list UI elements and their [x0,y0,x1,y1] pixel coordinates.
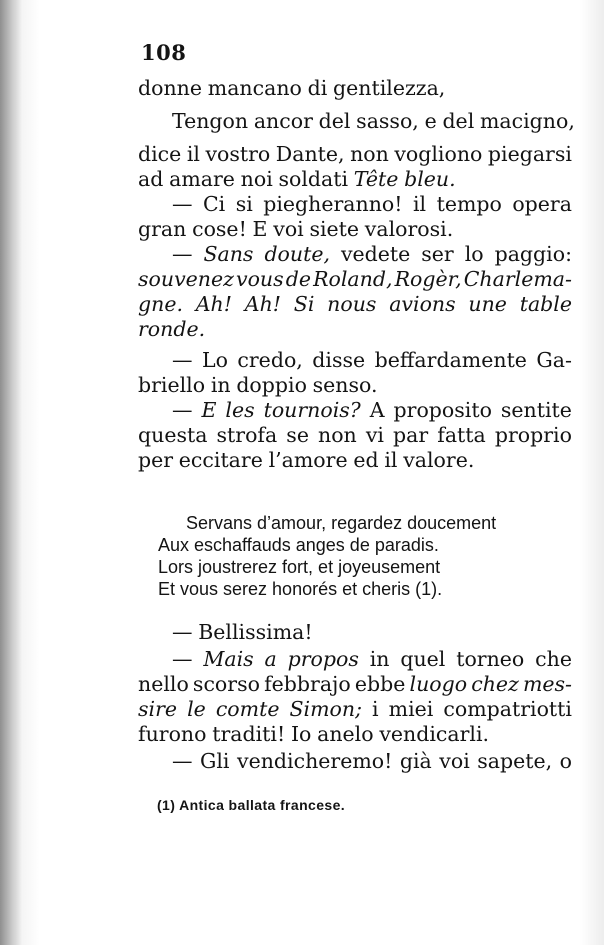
word: opera [512,192,572,216]
word: mes- [522,672,572,696]
word: il [384,448,398,472]
word: bleu. [404,167,456,191]
word: in [369,647,390,671]
word: ronde. [138,317,206,341]
word: de [285,267,311,291]
word: gran [138,217,187,241]
word: luogo [409,672,468,696]
text-block-lower [138,620,572,774]
word: Io [290,722,312,746]
word: che [535,647,572,671]
word: vogliono [394,142,483,166]
word: une [468,292,507,316]
verse-line: Lors joustrerez fort, et joyeusement [158,557,441,577]
word: Charlema- [463,267,572,291]
word: in [210,373,231,397]
word: — [172,398,193,422]
word: vendicarli. [379,722,490,746]
word: Tengon [172,109,249,133]
word: vedete [340,242,411,266]
word: — [172,647,193,671]
word: torneo [456,647,525,671]
word: Ci [202,192,226,216]
word: eccitare [178,448,263,472]
word: Roland, [313,267,393,291]
word: Lo [201,348,228,372]
text-line [138,317,572,342]
word: E [252,217,268,241]
footnote: (1) Antica ballata francese. [157,797,346,813]
word: le [187,697,206,721]
text-line [138,423,572,448]
word: vostro [205,142,271,166]
text-line [138,697,572,722]
word: ancor [253,109,313,133]
word: furono [138,722,207,746]
word: briello [138,373,206,397]
text-line [138,373,572,398]
word: Sans [203,242,254,266]
text-block-upper [138,76,575,473]
word: les [225,398,255,422]
word: Dante, [275,142,345,166]
word: nello [138,672,189,696]
word: siete [309,217,360,241]
word: questa [138,423,208,447]
word: vi [365,423,384,447]
verse-line: Et vous serez honorés et cheris (1). [158,579,443,599]
text-line [138,620,572,645]
word: ebbe [354,672,406,696]
word: anelo [317,722,374,746]
word: gne. [138,292,183,316]
text-line [138,647,572,672]
word: credo, [237,348,303,372]
word: strofa [216,423,278,447]
page-gutter-shadow [0,0,22,945]
word: fatta [437,423,486,447]
word: valore. [403,448,475,472]
verse-line: Aux eschaffauds anges de paradis. [158,535,439,555]
word: vendicheremo! [237,749,393,773]
word: proprio [494,423,572,447]
word: voi [439,749,470,773]
word: souvenez [138,267,234,291]
word: voi [273,217,304,241]
word: del [318,109,351,133]
text-line [138,167,572,192]
word: valorosi. [364,217,454,241]
text-line [138,398,572,423]
word: e [424,109,437,133]
word: ad [138,167,164,191]
word: tempo [436,192,502,216]
word: beffardamente [374,348,527,372]
text-line [138,749,572,774]
word: Mais [203,647,254,671]
word: sentite [500,398,572,422]
word: i [372,697,379,721]
text-line [138,242,572,267]
word: non [318,423,357,447]
word: di [307,76,328,100]
word: gentilezza, [333,76,446,100]
word: compatriotti [443,697,572,721]
word: donne [138,76,203,100]
verse-block [158,512,578,600]
text-line [138,722,572,747]
word: vous [236,267,284,291]
word: del [442,109,475,133]
word: piegheranno! [263,192,403,216]
text-line [138,192,572,217]
text-line [138,142,572,167]
word: — [172,192,193,216]
word: sire [138,697,178,721]
word: paggio: [494,242,572,266]
word: o [559,749,572,773]
word: piegarsi [487,142,572,166]
word: — [172,348,193,372]
word: avions [389,292,456,316]
word: nous [327,292,377,316]
word: par [393,423,429,447]
word: macigno, [479,109,575,133]
word: proposito [393,398,492,422]
word: — [172,242,193,266]
word: l’amore [268,448,348,472]
word: comte [215,697,280,721]
word: per [138,448,174,472]
word: si [235,192,253,216]
word: ser [421,242,454,266]
word: lo [464,242,484,266]
word: scorso [192,672,260,696]
word: doute, [264,242,330,266]
text-line [138,672,572,697]
text-line [138,109,575,134]
word: il [412,192,427,216]
word: table [519,292,572,316]
word: traditi! [212,722,286,746]
page-number: 108 [141,40,187,65]
word: non [350,142,389,166]
word: disse [312,348,366,372]
word: quel [400,647,446,671]
word: sasso, [356,109,419,133]
word: doppio [236,373,307,397]
word: chez [471,672,519,696]
word: E [201,398,217,422]
word: tournois? [263,398,361,422]
word: dice [138,142,182,166]
word: Si [293,292,315,316]
text-line [138,292,572,317]
text-line [138,217,572,242]
word: Ah! [244,292,282,316]
verse-line: Servans d’amour, regardez doucement [186,513,497,533]
word: febbrajo [264,672,351,696]
word: già [399,749,432,773]
word: Gli [200,749,230,773]
word: Rogèr, [394,267,462,291]
text-line [138,76,572,101]
word: Ga- [536,348,572,372]
word: ed [353,448,379,472]
word: senso. [312,373,378,397]
word: amare [169,167,235,191]
word: miei [388,697,434,721]
word: il [186,142,200,166]
word: noi [240,167,273,191]
word: a [264,647,277,671]
text-line [138,267,572,292]
word: cose! [192,217,247,241]
word: mancano [207,76,302,100]
word: Bellissima! [198,620,313,644]
word: Ah! [195,292,232,316]
text-line [138,448,572,473]
text-line [138,348,572,373]
word: propos [287,647,359,671]
word: — [172,749,193,773]
word: sapete, [477,749,553,773]
word: soldati [278,167,349,191]
word: — [172,620,193,644]
word: Simon; [289,697,362,721]
word: A [369,398,385,422]
word: Tête [353,167,399,191]
word: se [286,423,309,447]
